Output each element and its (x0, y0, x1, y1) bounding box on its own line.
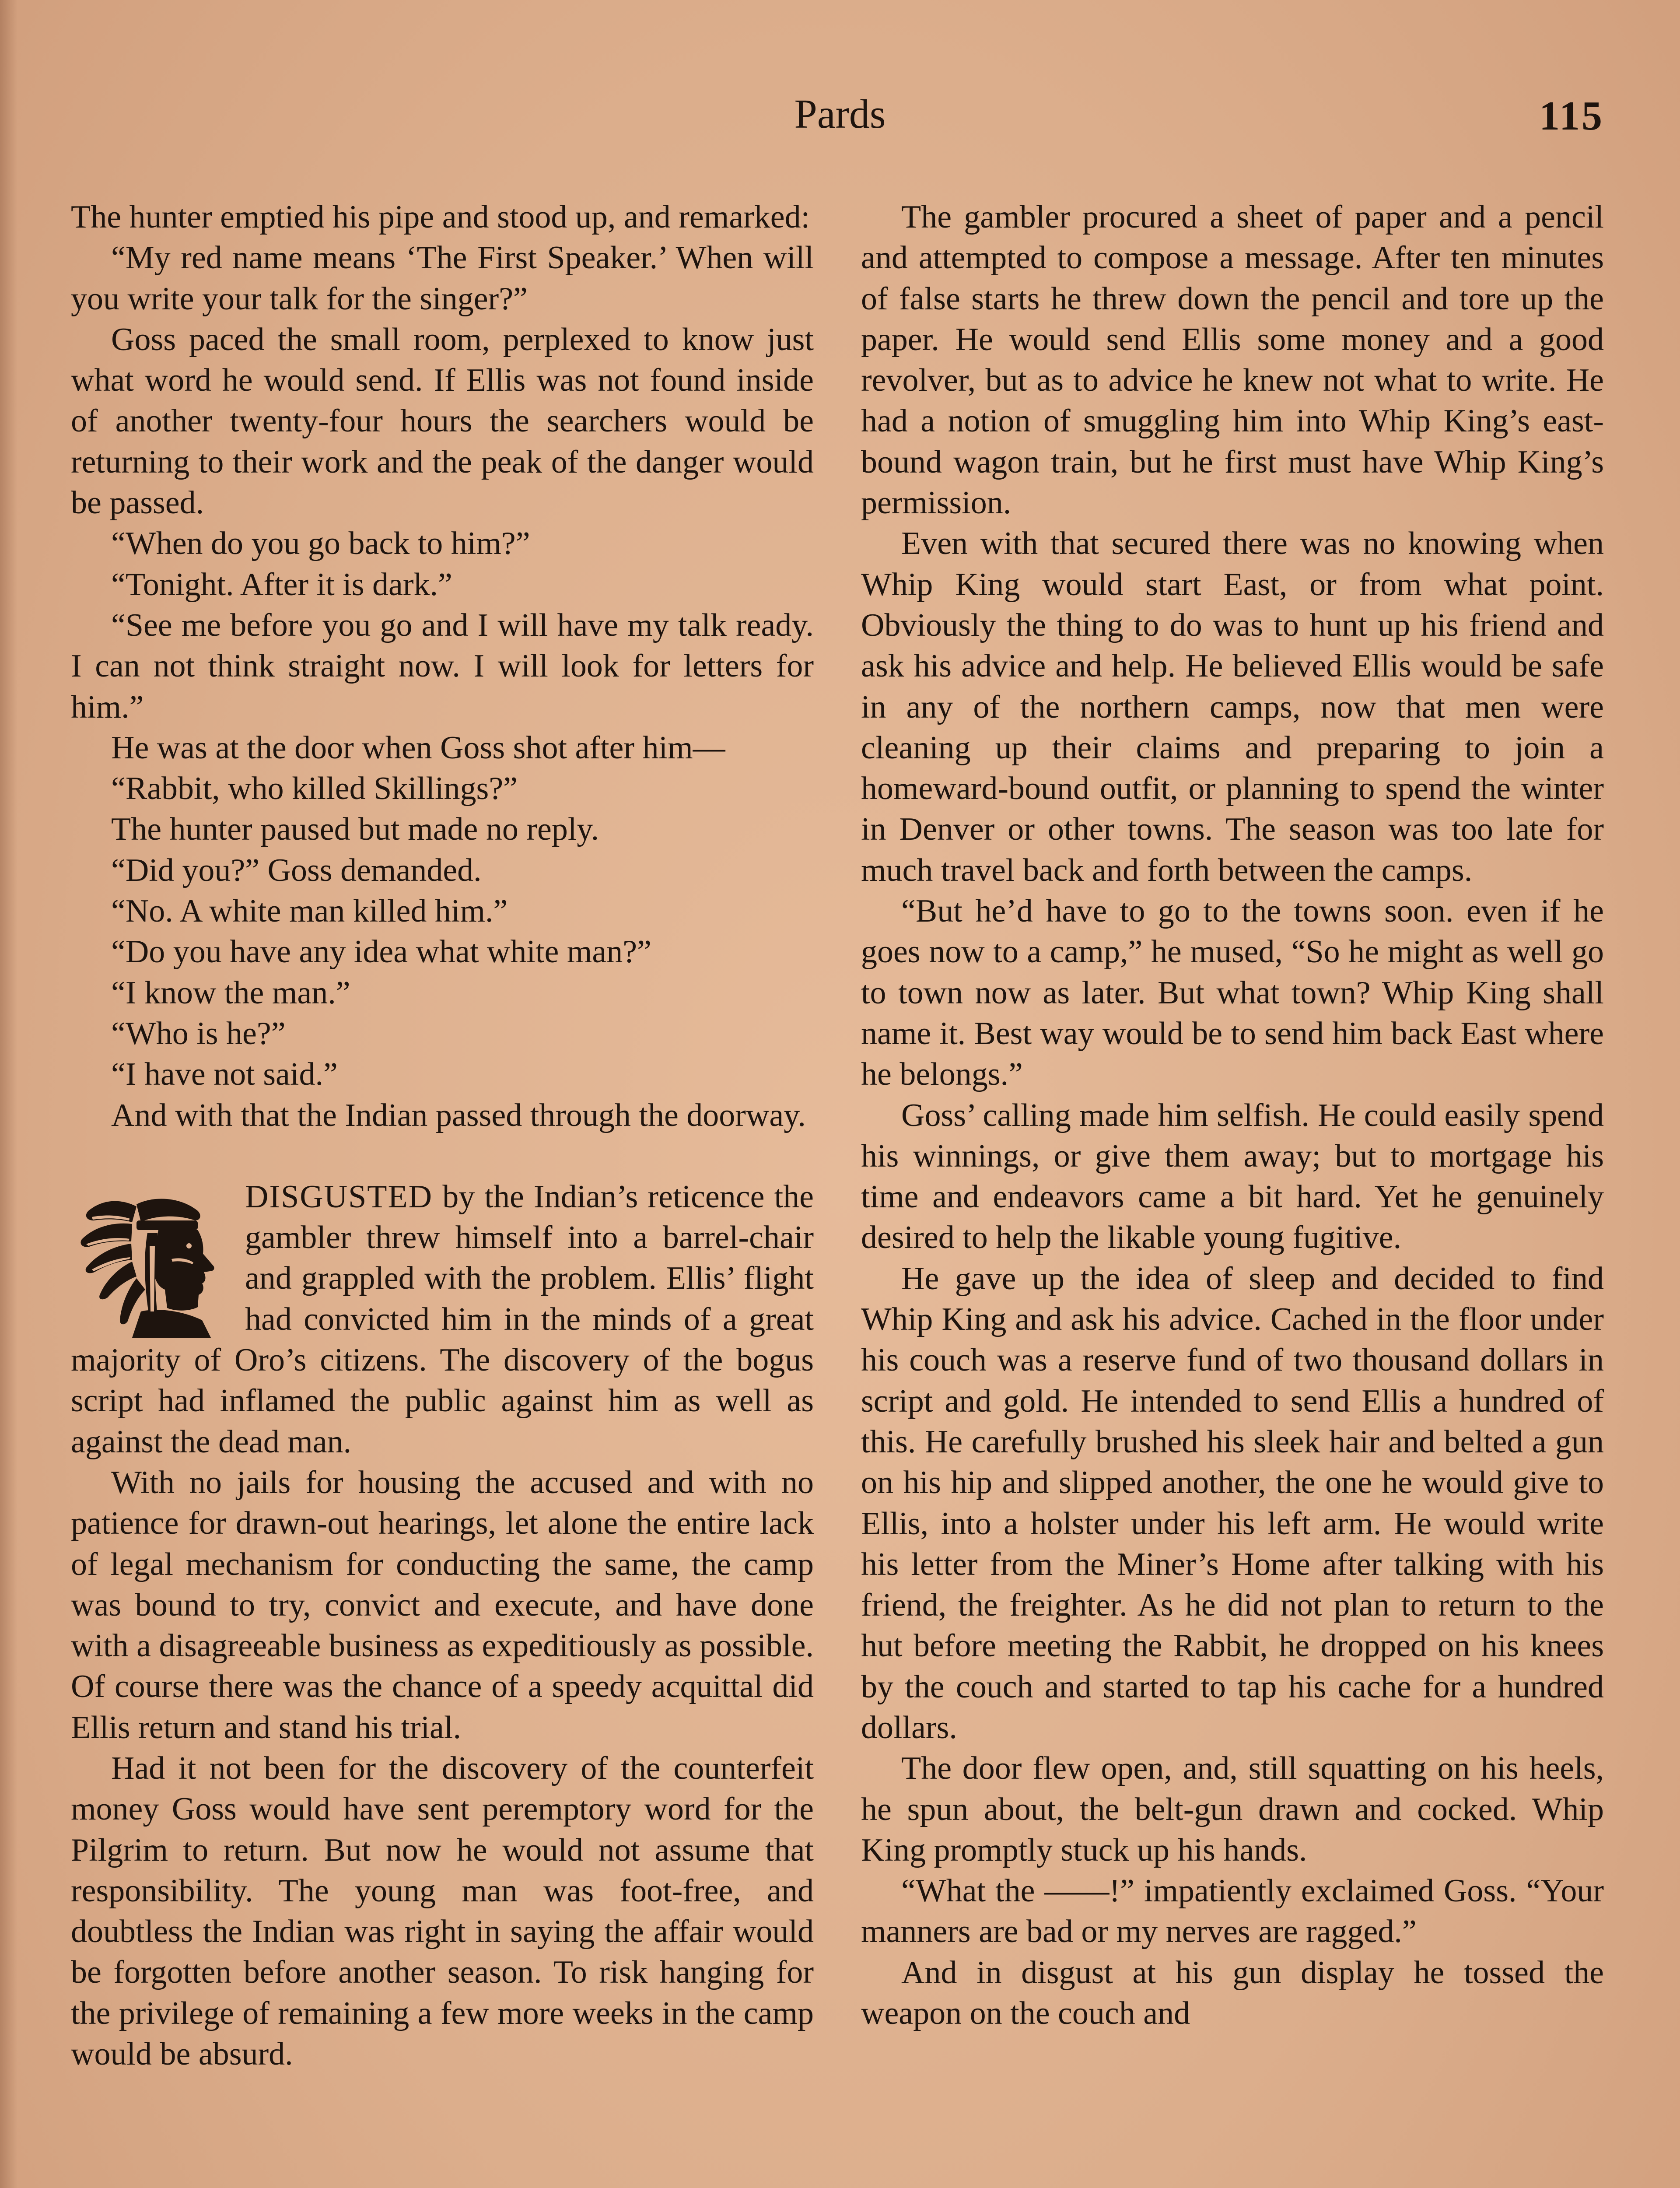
paragraph: “Who is he?” (111, 1015, 286, 1052)
paragraph: And in disgust at his gun display he tossed the weapon on the couch and (861, 1954, 1604, 2032)
left-column (71, 197, 814, 2075)
paragraph: “See me before you go and I will have my talk ready. I can not think straight now. I will look for letters for him.” (71, 607, 814, 725)
paragraph: “My red name means ‘The First Speaker.’ When will you write your talk for the singer?” (71, 240, 814, 317)
paragraph: “Do you have any idea what white man?” (111, 934, 651, 970)
paragraph: Goss’ calling made him selfish. He could easily spend his winnings, or give them away; but to mortgage his time and endeavors came a bit hard. Yet he genuinely desired to help the likable young fugitive. (861, 1097, 1604, 1256)
page-number: 115 (1539, 93, 1604, 139)
paragraph: “But he’d have to go to the towns soon. even if he goes now to a camp,” he mused, “So he might as well go to town now as later. But what town? Whip King shall name it. Best way would be to send him back East where he belongs.” (861, 893, 1604, 1093)
dropcap-word: DISGUSTED (245, 1178, 433, 1215)
indian-chief-headdress-icon (71, 1180, 233, 1338)
paragraph: He gave up the idea of sleep and decided to find Whip King and ask his advice. Cached in the floor under his couch was a reserve fund of two thousand dollars in script and gold. He intended to send Ellis a hundred of this. He carefully brushed his sleek hair and belted a gun on his hip and slipped another, the one he would give to Ellis, into a holster under his left arm. He would write his letter from the Miner’s Home after talking with his friend, the freighter. As he did not plan to return to the hut before meeting the Rabbit, he dropped on his knees by the couch and started to tap his cache for a hundred dollars. (861, 1260, 1604, 1746)
paragraph: “Rabbit, who killed Skillings?” (111, 771, 518, 807)
paragraph: The hunter emptied his pipe and stood up, and remarked: (71, 199, 810, 235)
paragraph: The door flew open, and, still squatting on his heels, he spun about, the belt-gun drawn and cocked. Whip King promptly stuck up his hands. (861, 1750, 1604, 1868)
paragraph: “Did you?” Goss demanded. (111, 852, 482, 888)
paragraph: The hunter paused but made no reply. (111, 811, 599, 848)
section-opening-paragraph (71, 1177, 814, 1462)
paragraph: “Tonight. After it is dark.” (111, 566, 452, 603)
paragraph: The gambler procured a sheet of paper and a pencil and attempted to compose a message. After ten minutes of false starts he threw down the pencil and tore up the paper. He would send Ellis some money and a good revolver, but as to advice he knew not what to write. He had a notion of smuggling him into Whip King’s east-bound wagon train, but he first must have Whip King’s permission. (861, 199, 1604, 521)
paragraph: “I know the man.” (111, 975, 350, 1011)
paragraph: “What the ——!” impatiently exclaimed Goss. “Your manners are bad or my nerves are ragged.” (861, 1873, 1604, 1950)
paragraph: “When do you go back to him?” (111, 526, 530, 562)
paragraph: “I have not said.” (111, 1056, 338, 1093)
paragraph: He was at the door when Goss shot after him— (111, 729, 725, 766)
running-title: Pards (794, 91, 886, 137)
right-column (861, 197, 1604, 2034)
paragraph: Even with that secured there was no knowing when Whip King would start East, or from what point. Obviously the thing to do was to hunt up his friend and ask his advice and help. He believed Ellis would be safe in any of the northern camps, now that men were cleaning up their claims and preparing to join a homeward-bound outfit, or planning to spend the winter in Denver or other towns. The season was too late for much travel back and forth between the camps. (861, 526, 1604, 888)
paragraph: Goss paced the small room, perplexed to know just what word he would send. If Ellis was not found inside of another twenty-four hours the searchers would be returning to their work and the peak of the danger would be passed. (71, 321, 814, 521)
paragraph: Had it not been for the discovery of the counterfeit money Goss would have sent peremptory word for the Pilgrim to return. But now he would not assume that responsibility. The young man was foot-free, and doubtless the Indian was right in saying the affair would be forgotten before another season. To risk hanging for the privilege of remaining a few more weeks in the camp would be absurd. (71, 1750, 814, 2072)
paragraph: And with that the Indian passed through the doorway. (111, 1097, 806, 1133)
dropcap-paragraph-text: by the Indian’s reticence the gambler threw himself into a barrel-chair and grappled with the problem. Ellis’ flight had convicted him in the minds of a great majority of Oro’s citizens. The discovery of the bogus script had inflamed the public against him as well as against the dead man. (71, 1178, 814, 1460)
paragraph: “No. A white man killed him.” (111, 893, 508, 929)
paragraph: With no jails for housing the accused and with no patience for drawn-out hearings, let alone the entire lack of legal mechanism for conducting the same, the camp was bound to try, convict and execute, and have done with a disagreeable business as expeditiously as possible. Of course there was the chance of a speedy acquittal did Ellis return and stand his trial. (71, 1464, 814, 1746)
page-edge-shadow (0, 0, 18, 2188)
